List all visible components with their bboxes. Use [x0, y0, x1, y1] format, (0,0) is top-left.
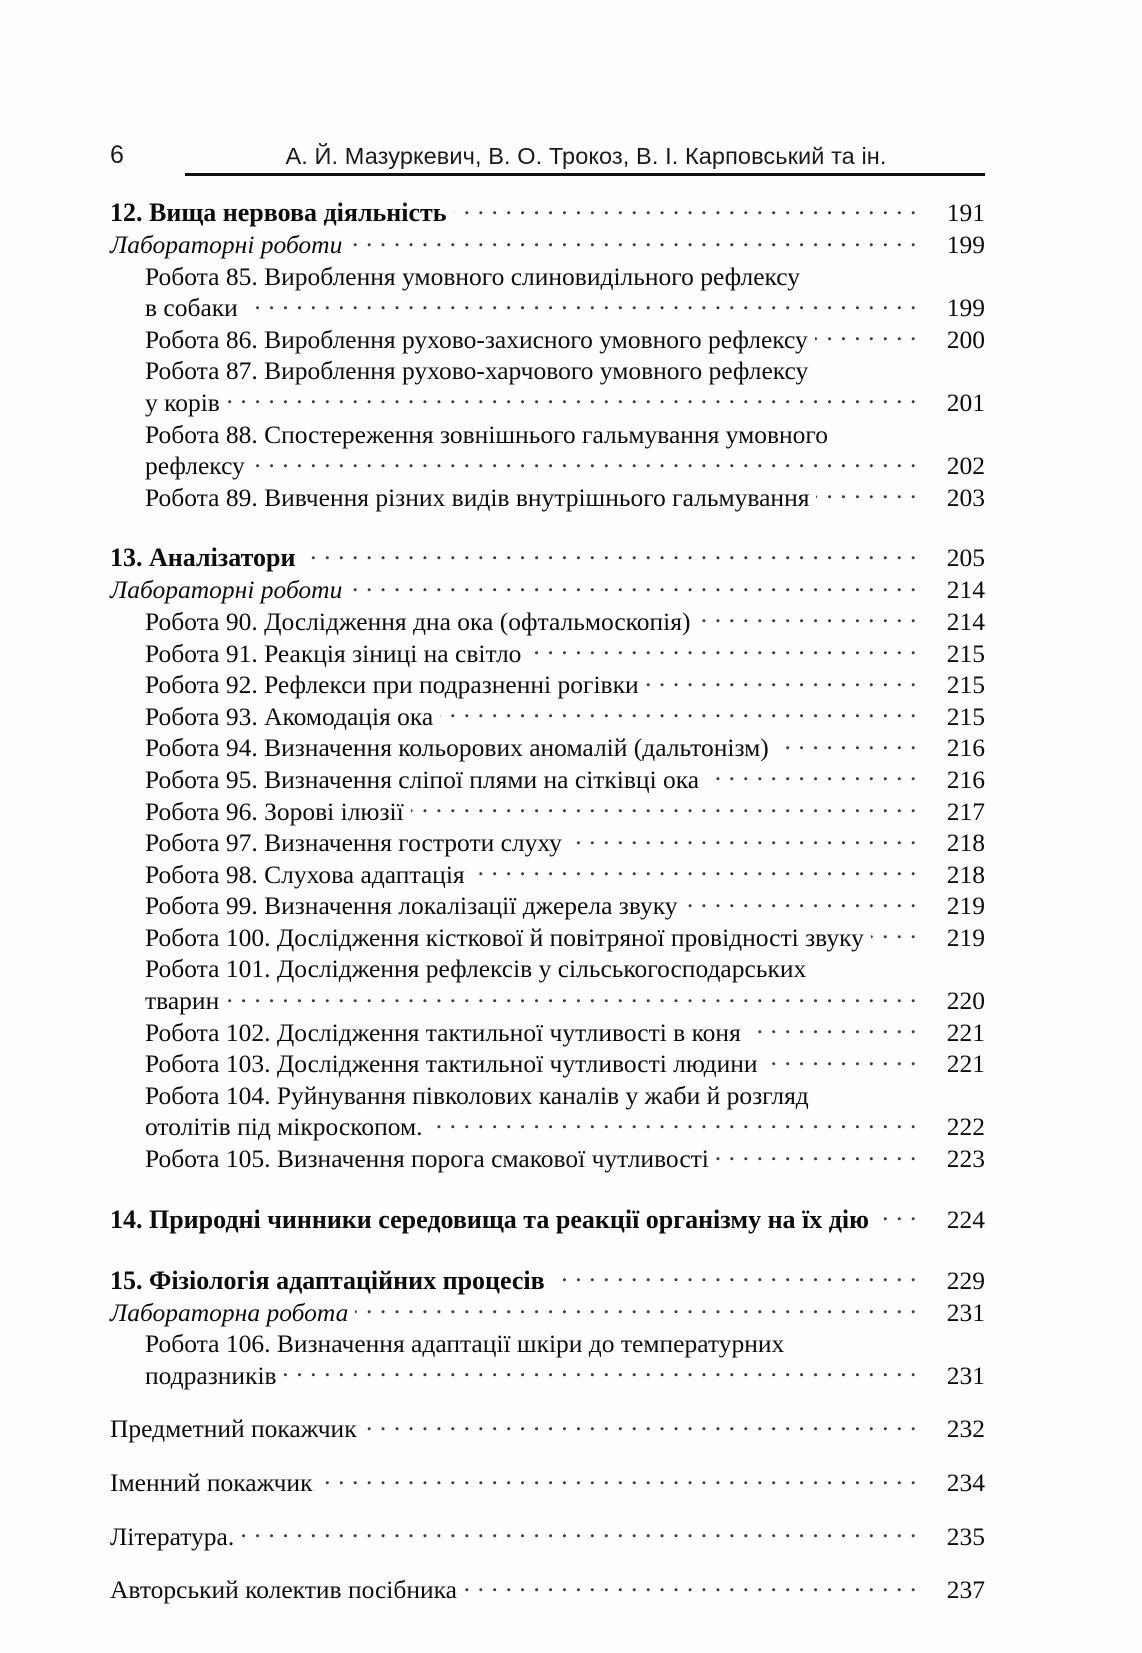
toc-work-entry-line2[interactable]: [110, 292, 985, 324]
toc-work-entry-line1[interactable]: [110, 261, 985, 293]
toc-dot-leader: [349, 582, 917, 598]
toc-work-entry-line2[interactable]: [110, 985, 985, 1017]
toc-entry-label: Робота 98. Слухова адаптація: [145, 859, 465, 889]
toc-work-entry[interactable]: [110, 1143, 985, 1175]
toc-entry-label: Робота 88. Спостереження зовнішнього гальмування умовного: [145, 419, 828, 449]
table-of-contents: [0, 196, 1142, 1606]
toc-dot-leader: [440, 709, 917, 725]
toc-dot-leader: [252, 458, 917, 474]
toc-entry-label: 13. Аналізатори: [110, 543, 296, 573]
toc-dot-leader: [319, 1475, 917, 1491]
toc-subsection-label[interactable]: [110, 1297, 985, 1329]
toc-work-entry[interactable]: [110, 827, 985, 859]
toc-dot-leader: [807, 269, 917, 285]
toc-work-entry[interactable]: [110, 606, 985, 638]
back-matter-gap: [0, 1499, 1142, 1521]
toc-work-entry[interactable]: [110, 1048, 985, 1080]
toc-entry-label: Робота 87. Вироблення рухово-харчового умовного рефлексу: [145, 356, 809, 386]
toc-entry-label: рефлексу: [145, 451, 245, 481]
toc-entry-label: Робота 92. Рефлекси при подразненні рогівки: [145, 670, 639, 700]
toc-page-number: 221: [946, 1017, 985, 1047]
toc-work-entry-line1[interactable]: [110, 355, 985, 387]
toc-entry-label: отолітів під мікроскопом.: [145, 1112, 423, 1142]
toc-page-number: 219: [946, 922, 985, 952]
toc-work-entry[interactable]: [110, 324, 985, 356]
back-matter-gap: [0, 1552, 1142, 1574]
toc-entry-label: Робота 94. Визначення кольорових аномалій (дальтонізм): [145, 733, 769, 763]
toc-dot-leader: [716, 1151, 917, 1167]
toc-page-number: 215: [946, 638, 985, 668]
toc-work-entry[interactable]: [110, 796, 985, 828]
toc-entry-label: Робота 85. Вироблення умовного слиновидільного рефлексу: [145, 261, 801, 291]
toc-page-number: 217: [946, 796, 985, 826]
toc-page-number: 214: [946, 606, 985, 636]
toc-dot-leader: [349, 237, 917, 253]
toc-back-matter-entry[interactable]: [110, 1467, 985, 1499]
toc-entry-label: Робота 106. Визначення адаптації шкіри до температурних: [145, 1329, 785, 1359]
toc-dot-leader: [569, 835, 917, 851]
toc-work-entry-line2[interactable]: [110, 1360, 985, 1392]
toc-work-entry-line1[interactable]: [110, 419, 985, 451]
toc-entry-label: Лабораторні роботи: [110, 575, 343, 605]
toc-dot-leader: [430, 1119, 918, 1135]
toc-dot-leader: [816, 490, 917, 506]
toc-work-entry-line1[interactable]: [110, 1080, 985, 1112]
toc-page-number: 235: [946, 1521, 985, 1551]
toc-dot-leader: [245, 300, 917, 316]
toc-page-number: 216: [946, 733, 985, 763]
back-matter-gap: [0, 1445, 1142, 1467]
toc-dot-leader: [697, 614, 917, 630]
running-head-rule: [185, 173, 985, 176]
toc-page-number: 215: [946, 670, 985, 700]
toc-dot-leader: [302, 550, 917, 566]
toc-page-number: 223: [946, 1144, 985, 1174]
toc-dot-leader: [364, 1421, 917, 1437]
toc-work-entry[interactable]: [110, 732, 985, 764]
toc-dot-leader: [241, 1529, 917, 1545]
toc-back-matter-entry[interactable]: [110, 1521, 985, 1553]
toc-section-heading[interactable]: [110, 1203, 985, 1236]
toc-dot-leader: [816, 1088, 917, 1104]
toc-back-matter-entry[interactable]: [110, 1574, 985, 1606]
toc-dot-leader: [835, 427, 917, 443]
toc-page-number: 237: [946, 1575, 985, 1605]
toc-page-number: 199: [946, 293, 985, 323]
toc-page-number: 232: [946, 1414, 985, 1444]
toc-entry-label: Робота 101. Дослідження рефлексів у сільськогосподарських: [145, 954, 807, 984]
toc-dot-leader: [871, 930, 917, 946]
toc-entry-label: 14. Природні чинники середовища та реакції організму на їх дію: [110, 1204, 870, 1234]
toc-page-number: 219: [946, 891, 985, 921]
toc-entry-label: Предметний покажчик: [110, 1414, 357, 1444]
toc-entry-label: Робота 102. Дослідження тактильної чутливості в коня: [145, 1017, 741, 1047]
toc-work-entry[interactable]: [110, 638, 985, 670]
toc-dot-leader: [472, 867, 917, 883]
toc-entry-label: тварин: [145, 986, 220, 1016]
toc-page-number: 214: [946, 575, 985, 605]
toc-dot-leader: [813, 961, 917, 977]
toc-dot-leader: [876, 1212, 917, 1228]
toc-entry-label: Робота 100. Дослідження кісткової й повітряної провідності звуку: [145, 922, 864, 952]
toc-page-number: 205: [946, 543, 985, 573]
toc-page-number: 201: [946, 387, 985, 417]
toc-page-number: 222: [946, 1112, 985, 1142]
toc-dot-leader: [284, 1368, 917, 1384]
toc-dot-leader: [355, 1305, 917, 1321]
toc-work-entry-line2[interactable]: [110, 387, 985, 419]
toc-dot-leader: [411, 804, 917, 820]
toc-dot-leader: [552, 1273, 917, 1289]
toc-entry-label: в собаки: [145, 293, 238, 323]
toc-dot-leader: [227, 395, 917, 411]
toc-entry-label: подразників: [145, 1360, 277, 1390]
toc-work-entry[interactable]: [110, 859, 985, 891]
toc-dot-leader: [706, 772, 917, 788]
toc-dot-leader: [464, 1582, 917, 1598]
toc-dot-leader: [226, 993, 917, 1009]
toc-dot-leader: [646, 677, 917, 693]
toc-dot-leader: [528, 646, 917, 662]
page-folio-number: 6: [110, 141, 124, 169]
toc-entry-label: Робота 89. Вивчення різних видів внутрішнього гальмування: [145, 482, 810, 512]
toc-entry-label: Робота 104. Руйнування півколових каналів у жаби й розгляд: [145, 1080, 809, 1110]
toc-work-entry[interactable]: [110, 922, 985, 954]
toc-work-entry-line1[interactable]: [110, 1328, 985, 1360]
toc-back-matter-entry[interactable]: [110, 1413, 985, 1445]
toc-page-number: 224: [946, 1204, 985, 1234]
toc-subsection-label[interactable]: [110, 574, 985, 606]
toc-dot-leader: [791, 1336, 917, 1352]
section-gap: [0, 1175, 1142, 1203]
toc-entry-label: Робота 91. Реакція зіниці на світло: [145, 638, 522, 668]
toc-page-number: 215: [946, 701, 985, 731]
toc-dot-leader: [685, 898, 917, 914]
toc-entry-label: Авторський колектив посібника: [110, 1575, 457, 1605]
running-head: [0, 140, 1142, 186]
toc-page-number: 216: [946, 764, 985, 794]
toc-page-number: 231: [946, 1360, 985, 1390]
toc-page-number: 218: [946, 859, 985, 889]
toc-work-entry[interactable]: [110, 482, 985, 514]
toc-entry-label: Робота 93. Акомодація ока: [145, 701, 434, 731]
toc-dot-leader: [815, 332, 917, 348]
toc-work-entry[interactable]: [110, 1017, 985, 1049]
toc-section-heading[interactable]: [110, 541, 985, 574]
toc-work-entry-line2[interactable]: [110, 450, 985, 482]
toc-work-entry[interactable]: [110, 701, 985, 733]
toc-entry-label: Лабораторні роботи: [110, 230, 343, 259]
toc-entry-label: Робота 99. Визначення локалізації джерела звуку: [145, 891, 678, 921]
toc-entry-label: Іменний покажчик: [110, 1468, 313, 1497]
toc-section-heading[interactable]: [110, 1264, 985, 1297]
toc-dot-leader: [748, 1025, 917, 1041]
toc-page-number: 200: [946, 324, 985, 354]
toc-entry-label: Література.: [110, 1521, 235, 1551]
toc-entry-label: 12. Вища нервова діяльність: [110, 198, 447, 227]
toc-page-number: 202: [946, 451, 985, 481]
toc-work-entry[interactable]: [110, 669, 985, 701]
toc-entry-label: Робота 90. Дослідження дна ока (офтальмоскопія): [145, 606, 691, 636]
toc-entry-label: Робота 103. Дослідження тактильної чутливості людини: [145, 1049, 758, 1079]
toc-page-number: 234: [946, 1468, 985, 1497]
toc-page-number: 221: [946, 1049, 985, 1079]
toc-section-heading[interactable]: [110, 196, 985, 229]
section-gap: [0, 513, 1142, 541]
toc-subsection-label[interactable]: [110, 229, 985, 261]
back-matter-gap: [0, 1391, 1142, 1413]
toc-entry-label: Робота 105. Визначення порога смакової чутливості: [145, 1144, 709, 1174]
toc-entry-label: у корів: [145, 387, 220, 417]
toc-work-entry[interactable]: [110, 764, 985, 796]
toc-page-number: 229: [946, 1265, 985, 1295]
toc-page-number: 220: [946, 986, 985, 1016]
toc-dot-leader: [776, 740, 917, 756]
toc-page-number: 231: [946, 1297, 985, 1327]
toc-dot-leader: [815, 363, 917, 379]
toc-work-entry[interactable]: [110, 890, 985, 922]
toc-work-entry-line2[interactable]: [110, 1111, 985, 1143]
running-head-authors: А. Й. Мазуркевич, В. О. Трокоз, В. І. Карповський та ін.: [285, 143, 887, 169]
toc-entry-label: Робота 96. Зорові ілюзії: [145, 796, 404, 826]
toc-page-number: 218: [946, 828, 985, 858]
toc-entry-label: Робота 95. Визначення сліпої плями на сітківці ока: [145, 764, 700, 794]
toc-entry-label: 15. Фізіологія адаптаційних процесів: [110, 1265, 545, 1295]
toc-work-entry-line1[interactable]: [110, 953, 985, 985]
toc-dot-leader: [765, 1056, 917, 1072]
toc-page-number: 203: [946, 482, 985, 512]
toc-entry-label: Робота 97. Визначення гостроти слуху: [145, 828, 562, 858]
section-gap: [0, 1236, 1142, 1264]
toc-entry-label: Лабораторна робота: [110, 1297, 349, 1327]
toc-dot-leader: [454, 205, 917, 221]
toc-entry-label: Робота 86. Вироблення рухово-захисного умовного рефлексу: [145, 324, 808, 354]
toc-page-number: 199: [946, 230, 985, 259]
toc-page-number: 191: [946, 198, 985, 227]
